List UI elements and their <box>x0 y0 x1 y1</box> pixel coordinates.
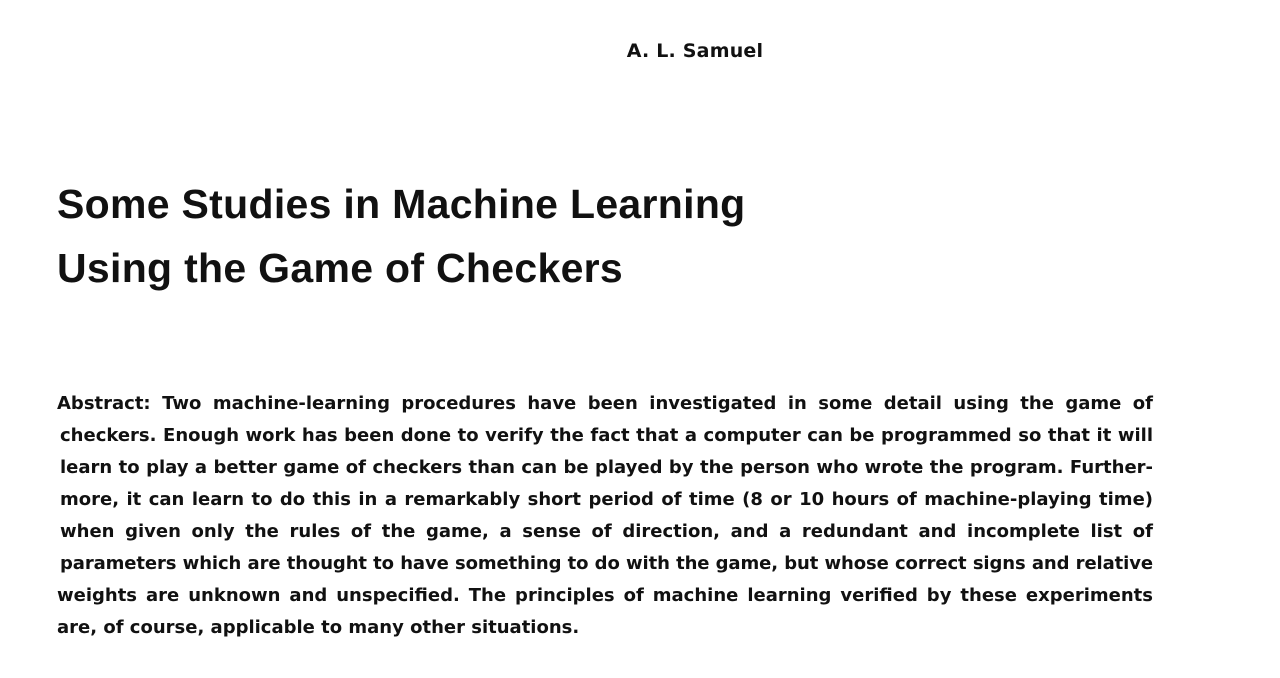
paper-title <box>57 172 746 300</box>
author-name: A. L. Samuel <box>626 40 764 62</box>
abstract-line: are, of course, applicable to many other situations. <box>57 617 580 638</box>
abstract-line: checkers. Enough work has been done to verify the fact that a computer can be programmed so that it will <box>60 425 1153 446</box>
title-line-2: Using the Game of Checkers <box>57 245 624 291</box>
abstract-line: learn to play a better game of checkers than can be played by the person who wrote the program. Further- <box>60 457 1153 478</box>
abstract-line: when given only the rules of the game, a sense of direction, and a redundant and incomplete list of <box>60 521 1153 542</box>
abstract-line: Abstract: Two machine-learning procedures have been investigated in some detail using the game of <box>57 393 1153 414</box>
abstract-line: more, it can learn to do this in a remarkably short period of time (8 or 10 hours of machine-playing time) <box>60 489 1153 510</box>
abstract-line: weights are unknown and unspecified. The principles of machine learning verified by these experiments <box>57 585 1153 606</box>
title-line-1: Some Studies in Machine Learning <box>57 181 746 227</box>
abstract <box>57 388 1153 644</box>
abstract-line: parameters which are thought to have something to do with the game, but whose correct signs and relative <box>60 553 1153 574</box>
